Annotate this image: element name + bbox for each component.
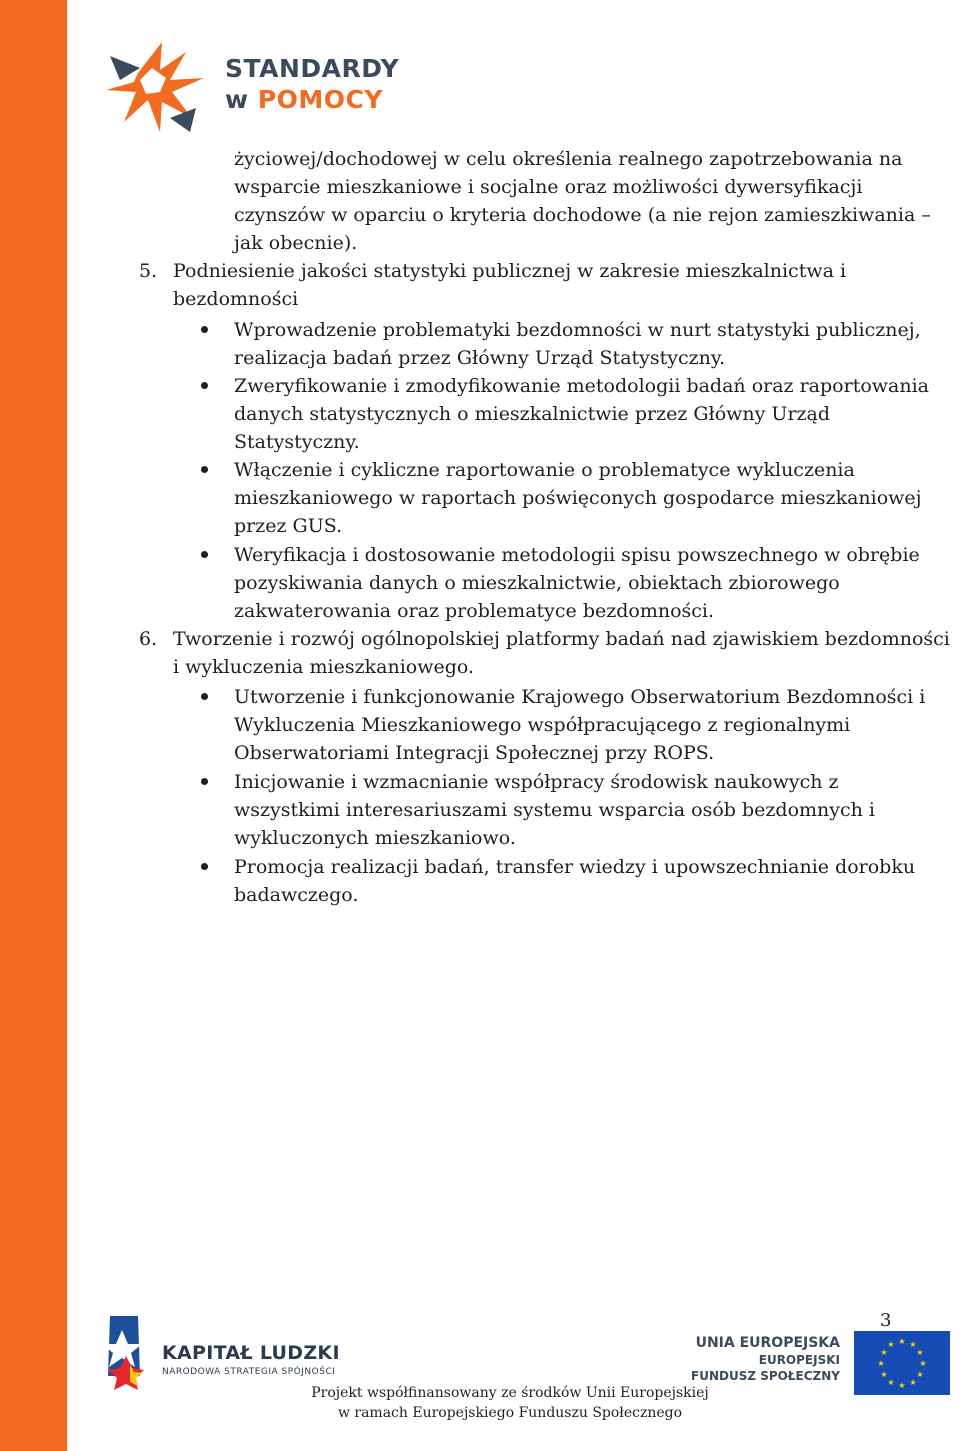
bullet-text: Weryfikacja i dostosowanie metodologii spisu powszechnego w obrębie xyxy=(234,544,920,566)
bullet-text: Wprowadzenie problematyki bezdomności w nurt statystyki publicznej, xyxy=(234,319,921,341)
item5-title: Podniesienie jakości statystyki publicznej w zakresie mieszkalnictwa i xyxy=(173,260,847,282)
bullet-text: realizacja badań przez Główny Urząd Statystyczny. xyxy=(234,347,726,369)
ue-line2: EUROPEJSKI xyxy=(758,1353,840,1367)
bullet-icon xyxy=(201,863,208,870)
ue-line3: FUNDUSZ SPOŁECZNY xyxy=(691,1369,840,1383)
kl-subtitle: NARODOWA STRATEGIA SPÓJNOŚCI xyxy=(162,1367,336,1377)
svg-text:★: ★ xyxy=(880,1370,888,1379)
bullet-text: wszystkimi interesariuszami systemu wsparcia osób bezdomnych i xyxy=(234,799,875,821)
svg-text:★: ★ xyxy=(898,1381,906,1390)
bullet-icon xyxy=(201,382,208,389)
svg-text:★: ★ xyxy=(919,1359,927,1368)
bullet-text: Statystyczny. xyxy=(234,431,360,453)
body-line: jak obecnie). xyxy=(234,232,358,254)
bullet-text: zakwaterowania oraz problematyce bezdomności. xyxy=(234,600,715,622)
kapital-ludzki-text xyxy=(162,1342,340,1377)
bullet-text: badawczego. xyxy=(234,884,359,906)
logo-pomocy: POMOCY xyxy=(257,85,383,114)
orange-sidebar xyxy=(0,0,67,1451)
bullet-icon xyxy=(201,778,208,785)
bullet-text: Obserwatoriami Integracji Społecznej przy ROPS. xyxy=(234,742,715,764)
bullet-icon xyxy=(201,326,208,333)
bullet-text: Utworzenie i funkcjonowanie Krajowego Obserwatorium Bezdomności i xyxy=(234,686,926,708)
footer-line1: Projekt współfinansowany ze środków Unii Europejskiej xyxy=(311,1385,709,1401)
body-line: wsparcie mieszkaniowe i socjalne oraz możliwości dywersyfikacji xyxy=(234,176,863,198)
svg-text:★: ★ xyxy=(887,1378,895,1387)
standardy-logo-text xyxy=(225,56,399,112)
bullet-text: danych statystycznych o mieszkalnictwie przez Główny Urząd xyxy=(234,403,831,425)
item6-title: Tworzenie i rozwój ogólnopolskiej platformy badań nad zjawiskiem bezdomności xyxy=(173,628,950,650)
body-line: czynszów w oparciu o kryteria dochodowe (a nie rejon zamieszkiwania – xyxy=(234,204,931,226)
bullet-icon xyxy=(201,693,208,700)
item5-title: bezdomności xyxy=(173,288,299,310)
svg-text:★: ★ xyxy=(909,1378,917,1387)
kl-title: KAPITAŁ LUDZKI xyxy=(162,1342,340,1364)
item6-title: i wykluczenia mieszkaniowego. xyxy=(173,656,475,678)
bullet-text: pozyskiwania danych o mieszkalnictwie, obiektach zbiorowego xyxy=(234,572,840,594)
eu-logo-text xyxy=(690,1335,840,1383)
logo-w: w xyxy=(225,85,249,114)
body-line: życiowej/dochodowej w celu określenia realnego zapotrzebowania na xyxy=(234,148,903,170)
footer-note xyxy=(250,1383,770,1423)
list-number-6: 6. xyxy=(139,628,158,650)
svg-text:★: ★ xyxy=(880,1348,888,1357)
logo-line2 xyxy=(225,87,399,112)
bullet-text: Wykluczenia Mieszkaniowego współpracującego z regionalnymi xyxy=(234,714,851,736)
bullet-icon xyxy=(201,466,208,473)
ue-line1: UNIA EUROPEJSKA xyxy=(695,1335,840,1351)
list-number-5: 5. xyxy=(139,260,158,282)
svg-text:★: ★ xyxy=(898,1337,906,1346)
bullet-text: Promocja realizacji badań, transfer wiedzy i upowszechnianie dorobku xyxy=(234,856,916,878)
page-number: 3 xyxy=(880,1310,892,1331)
svg-text:★: ★ xyxy=(887,1340,895,1349)
logo-line1: STANDARDY xyxy=(225,54,400,83)
bullet-text: Włączenie i cykliczne raportowanie o problematyce wykluczenia xyxy=(234,459,855,481)
svg-text:★: ★ xyxy=(916,1348,924,1357)
bullet-text: Inicjowanie i wzmacnianie współpracy środowisk naukowych z xyxy=(234,771,839,793)
bullet-text: wykluczonych mieszkaniowo. xyxy=(234,827,516,849)
bullet-text: Zweryfikowanie i zmodyfikowanie metodologii badań oraz raportowania xyxy=(234,375,929,397)
svg-text:★: ★ xyxy=(909,1340,917,1349)
eu-flag-icon xyxy=(854,1331,950,1395)
bullet-text: przez GUS. xyxy=(234,515,343,537)
svg-text:★: ★ xyxy=(916,1370,924,1379)
bullet-icon xyxy=(201,551,208,558)
bullet-text: mieszkaniowego w raportach poświęconych gospodarce mieszkaniowej xyxy=(234,487,922,509)
footer-line2: w ramach Europejskiego Funduszu Społecznego xyxy=(337,1405,683,1421)
svg-text:★: ★ xyxy=(877,1359,885,1368)
